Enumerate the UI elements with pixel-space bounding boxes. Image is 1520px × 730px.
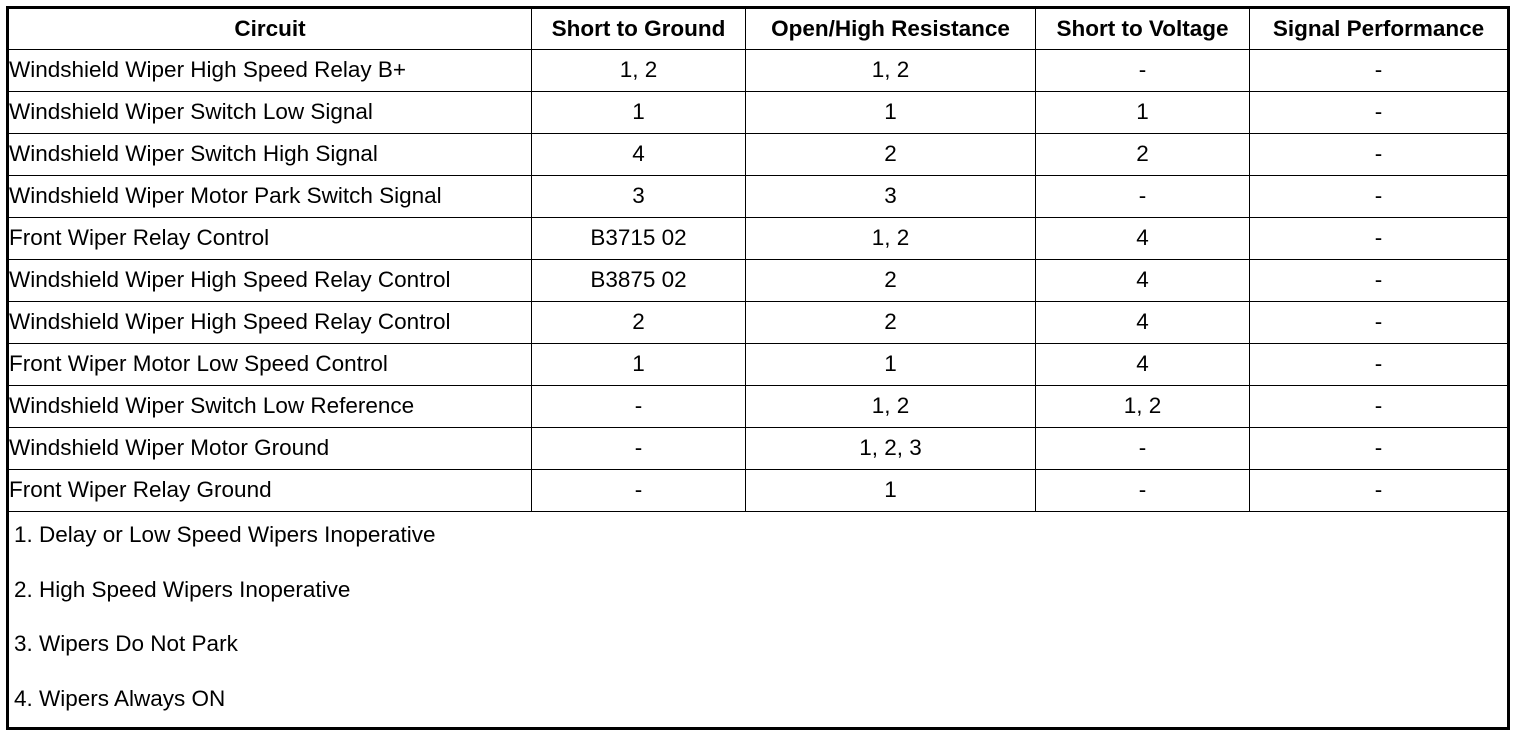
circuit-name: Windshield Wiper High Speed Relay Control bbox=[8, 260, 532, 302]
notes-row bbox=[8, 512, 1509, 729]
table-row bbox=[8, 176, 1509, 218]
signal-performance-value: - bbox=[1250, 428, 1509, 470]
circuit-name: Windshield Wiper Switch Low Reference bbox=[8, 386, 532, 428]
short-to-voltage-value: - bbox=[1036, 50, 1250, 92]
open-high-resistance-value: 2 bbox=[746, 302, 1036, 344]
header-open-high-resistance: Open/High Resistance bbox=[746, 8, 1036, 50]
short-to-voltage-value: - bbox=[1036, 176, 1250, 218]
open-high-resistance-value: 1, 2, 3 bbox=[746, 428, 1036, 470]
short-to-voltage-value: 4 bbox=[1036, 218, 1250, 260]
open-high-resistance-value: 2 bbox=[746, 260, 1036, 302]
table-row bbox=[8, 92, 1509, 134]
short-to-ground-value: - bbox=[532, 470, 746, 512]
short-to-ground-value: 2 bbox=[532, 302, 746, 344]
short-to-voltage-value: - bbox=[1036, 470, 1250, 512]
open-high-resistance-value: 1, 2 bbox=[746, 386, 1036, 428]
signal-performance-value: - bbox=[1250, 50, 1509, 92]
table-row bbox=[8, 260, 1509, 302]
circuit-name: Windshield Wiper High Speed Relay Control bbox=[8, 302, 532, 344]
table-row bbox=[8, 386, 1509, 428]
open-high-resistance-value: 2 bbox=[746, 134, 1036, 176]
notes-cell bbox=[8, 512, 1509, 729]
signal-performance-value: - bbox=[1250, 218, 1509, 260]
signal-performance-value: - bbox=[1250, 386, 1509, 428]
open-high-resistance-value: 1 bbox=[746, 344, 1036, 386]
circuit-name: Front Wiper Motor Low Speed Control bbox=[8, 344, 532, 386]
short-to-ground-value: 4 bbox=[532, 134, 746, 176]
short-to-ground-value: 1, 2 bbox=[532, 50, 746, 92]
signal-performance-value: - bbox=[1250, 134, 1509, 176]
open-high-resistance-value: 1 bbox=[746, 470, 1036, 512]
signal-performance-value: - bbox=[1250, 260, 1509, 302]
short-to-voltage-value: 1, 2 bbox=[1036, 386, 1250, 428]
short-to-voltage-value: 4 bbox=[1036, 344, 1250, 386]
circuit-name: Windshield Wiper Motor Ground bbox=[8, 428, 532, 470]
table-row bbox=[8, 134, 1509, 176]
circuit-name: Windshield Wiper High Speed Relay B+ bbox=[8, 50, 532, 92]
open-high-resistance-value: 1, 2 bbox=[746, 50, 1036, 92]
table-row bbox=[8, 50, 1509, 92]
header-circuit: Circuit bbox=[8, 8, 532, 50]
short-to-voltage-value: 4 bbox=[1036, 260, 1250, 302]
short-to-ground-value: 1 bbox=[532, 92, 746, 134]
short-to-voltage-value: 4 bbox=[1036, 302, 1250, 344]
signal-performance-value: - bbox=[1250, 344, 1509, 386]
signal-performance-value: - bbox=[1250, 470, 1509, 512]
note-item: 3. Wipers Do Not Park bbox=[14, 631, 238, 656]
table-row bbox=[8, 302, 1509, 344]
short-to-ground-value: B3715 02 bbox=[532, 218, 746, 260]
circuit-name: Windshield Wiper Switch Low Signal bbox=[8, 92, 532, 134]
signal-performance-value: - bbox=[1250, 92, 1509, 134]
circuit-fault-table bbox=[6, 6, 1510, 730]
table-body bbox=[8, 50, 1509, 729]
short-to-ground-value: 1 bbox=[532, 344, 746, 386]
signal-performance-value: - bbox=[1250, 302, 1509, 344]
open-high-resistance-value: 1 bbox=[746, 92, 1036, 134]
circuit-name: Front Wiper Relay Control bbox=[8, 218, 532, 260]
circuit-name: Windshield Wiper Switch High Signal bbox=[8, 134, 532, 176]
table-row bbox=[8, 344, 1509, 386]
header-signal-performance: Signal Performance bbox=[1250, 8, 1509, 50]
table-row bbox=[8, 428, 1509, 470]
open-high-resistance-value: 1, 2 bbox=[746, 218, 1036, 260]
open-high-resistance-value: 3 bbox=[746, 176, 1036, 218]
table-row bbox=[8, 470, 1509, 512]
short-to-ground-value: 3 bbox=[532, 176, 746, 218]
table-row bbox=[8, 218, 1509, 260]
short-to-ground-value: - bbox=[532, 386, 746, 428]
note-item: 4. Wipers Always ON bbox=[14, 685, 226, 711]
circuit-name: Windshield Wiper Motor Park Switch Signal bbox=[8, 176, 532, 218]
circuit-name: Front Wiper Relay Ground bbox=[8, 470, 532, 512]
note-item: 1. Delay or Low Speed Wipers Inoperative bbox=[14, 522, 436, 547]
note-item: 2. High Speed Wipers Inoperative bbox=[14, 576, 351, 602]
header-short-to-ground: Short to Ground bbox=[532, 8, 746, 50]
header-short-to-voltage: Short to Voltage bbox=[1036, 8, 1250, 50]
short-to-voltage-value: 1 bbox=[1036, 92, 1250, 134]
header-row bbox=[8, 8, 1509, 50]
short-to-voltage-value: 2 bbox=[1036, 134, 1250, 176]
short-to-ground-value: - bbox=[532, 428, 746, 470]
short-to-ground-value: B3875 02 bbox=[532, 260, 746, 302]
signal-performance-value: - bbox=[1250, 176, 1509, 218]
short-to-voltage-value: - bbox=[1036, 428, 1250, 470]
